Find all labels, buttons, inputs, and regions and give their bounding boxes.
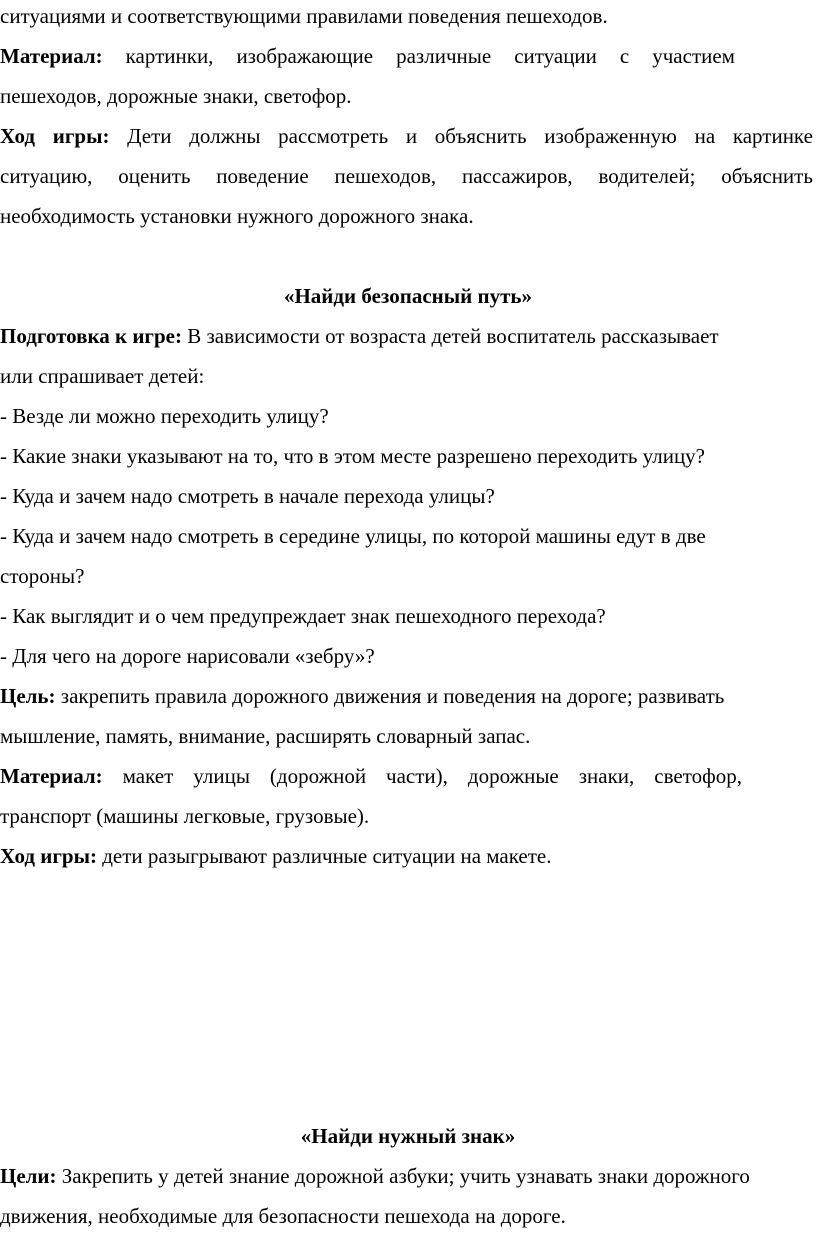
word: различные [396, 44, 492, 68]
section-title-safe-path: «Найди безопасный путь» [283, 284, 533, 308]
word: должны [189, 124, 261, 148]
question-item: - Как выглядит и о чем предупреждает знак пешеходного перехода? [0, 604, 606, 628]
goal-line-2: мышление, память, внимание, расширять словарный запас. [0, 724, 531, 748]
goals-label: Цели: [0, 1164, 57, 1188]
material-line-1 [0, 46, 735, 67]
prep-line-1: Подготовка к игре: В зависимости от возраста детей воспитатель рассказывает [0, 324, 719, 348]
word: участием [652, 44, 735, 68]
word: картинке [732, 124, 813, 148]
section-title-find-sign: «Найди нужный знак» [300, 1124, 516, 1148]
hod-line-1 [0, 126, 813, 147]
word: ситуации [514, 44, 597, 68]
goal-line-1: Цель: закрепить правила дорожного движения и поведения на дороге; развивать [0, 684, 725, 708]
word: пешеходов, [334, 164, 437, 188]
question-item: - Куда и зачем надо смотреть в середине улицы, по которой машины едут в две [0, 524, 706, 548]
word: знаки, [578, 764, 635, 788]
word: рассмотреть [278, 124, 389, 148]
word: оценить [118, 164, 191, 188]
material-line-1 [0, 766, 742, 787]
word: (дорожной [269, 764, 367, 788]
word: поведение [216, 164, 309, 188]
word: водителей; [598, 164, 696, 188]
word: ситуацию, [0, 164, 93, 188]
word: светофор, [654, 764, 742, 788]
question-item: - Везде ли можно переходить улицу? [0, 404, 329, 428]
goals-line-1: Цели: Закрепить у детей знание дорожной азбуки; учить узнавать знаки дорожного [0, 1164, 750, 1188]
word: части), [386, 764, 448, 788]
hod-label-word-1: Ход [0, 124, 36, 148]
word: картинки, [125, 44, 214, 68]
word: объяснить [434, 124, 527, 148]
hod-line-2 [0, 166, 813, 187]
prep-label: Подготовка к игре: [0, 324, 182, 348]
word: и [405, 124, 418, 148]
word: макет [122, 764, 174, 788]
material-line-2: транспорт (машины легковые, грузовые). [0, 804, 370, 828]
question-item: - Для чего на дороге нарисовали «зебру»? [0, 644, 375, 668]
material-label: Материал: [0, 764, 103, 788]
word: Дети [127, 124, 172, 148]
word: пассажиров, [461, 164, 573, 188]
goals-line-2: движения, необходимые для безопасности пешехода на дороге. [0, 1204, 566, 1228]
question-item: - Куда и зачем надо смотреть в начале перехода улицы? [0, 484, 495, 508]
goal-label: Цель: [0, 684, 56, 708]
material-label: Материал: [0, 44, 103, 68]
prep-line-2: или спрашивает детей: [0, 364, 205, 388]
paragraph-continuation [0, 6, 816, 27]
word: изображающие [236, 44, 374, 68]
word: улицы [193, 764, 250, 788]
word: дорожные [467, 764, 559, 788]
material-line-2: пешеходов, дорожные знаки, светофор. [0, 84, 352, 108]
word: изображенную [544, 124, 677, 148]
word: с [619, 44, 630, 68]
paragraph-text: ситуациями и соответствующими правилами поведения пешеходов. [0, 4, 608, 28]
question-item: - Какие знаки указывают на то, что в этом месте разрешено переходить улицу? [0, 444, 705, 468]
word: на [694, 124, 716, 148]
question-item-continuation: стороны? [0, 564, 85, 588]
hod-label: Ход игры: [0, 844, 97, 868]
hod-label-word-2: игры: [52, 124, 110, 148]
word: объяснить [721, 164, 813, 188]
hod-line-3: необходимость установки нужного дорожного знака. [0, 204, 474, 228]
hod-line: Ход игры: дети разыгрывают различные ситуации на макете. [0, 844, 552, 868]
